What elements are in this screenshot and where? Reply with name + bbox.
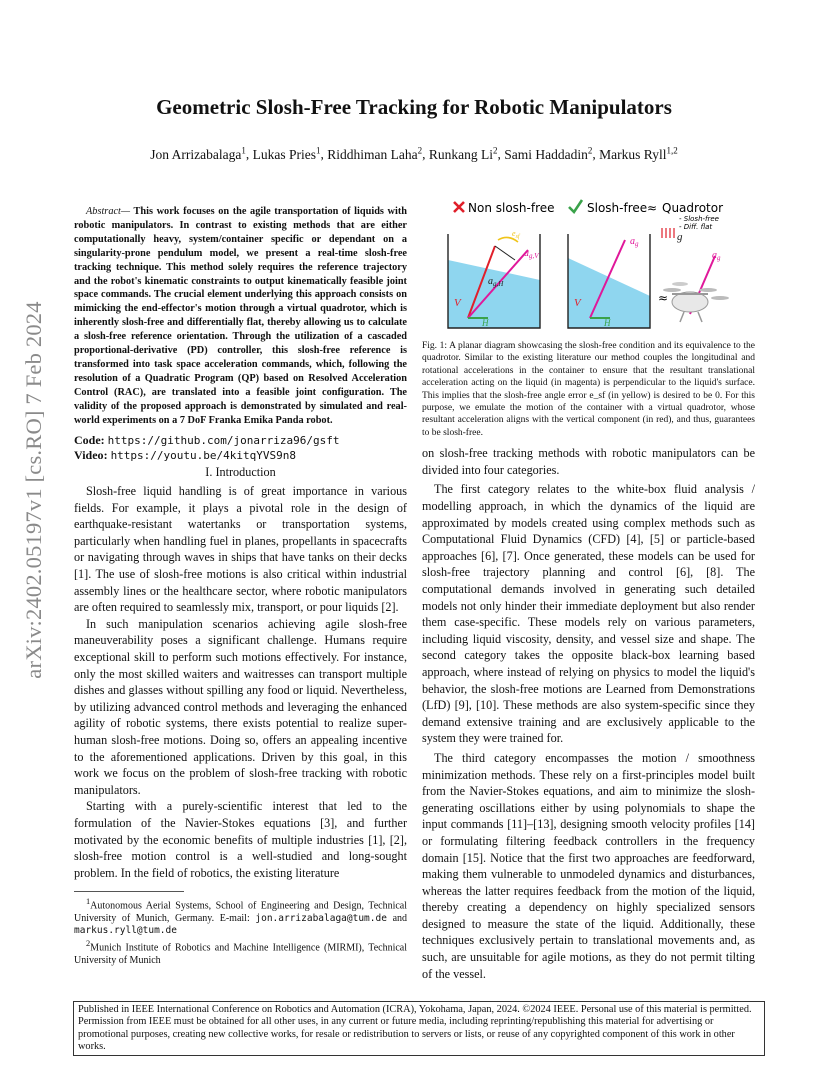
cross-icon <box>454 202 464 212</box>
check-icon <box>569 200 582 212</box>
paragraph: In such manipulation scenarios achieving agile slosh-free maneuverability poses a significant challenge. Humans require exceptional skill to perform such motions effectively. For instance, only the most skilled waiters and waitresses can transport multiple dishes and glasses without spilling any food or liquid. Nevertheless, by utilizing advanced control methods and leveraging the enhanced agility of robotic systems, there exists potential to realize super-human slosh-free motions. Doing so, offers an appealing incentive to the aforementioned applications. Driven by this goal, in this work we focus on the problem of slosh-free tracking with robotic manipulators. <box>74 616 407 797</box>
footnote-rule <box>74 891 184 892</box>
author: Jon Arrizabalaga$^1$ <box>150 145 246 162</box>
left-column <box>74 205 407 967</box>
paragraph: The third category encompasses the motion / smoothness minimization methods. These rely on a first-principles model built from the Navier-Stokes equations, and aim to minimize the slosh-generating oscillations either by using polynomials to shape the input commands [11]–[13], designing smooth velocity profiles [14] or formulating filtering feedback controllers in the frequency domain [15]. Notice that the first two approaches are feedforward, making them vulnerable to unmodeled dynamics and disturbances, whereas the latter requires feedback from the motion of the liquid, thereby creating a dependency on highly specialized sensors designed to measure the state of the liquid. Additionally, these techniques exclusively pertain to translational movements and, as such, are unsuitable for agile motions, as they do not permit tilting of the vessel. <box>422 750 755 981</box>
right-column <box>422 340 755 982</box>
symbol-V: V <box>454 297 461 309</box>
paragraph: The first category relates to the white-box fluid analysis / modelling approach, in which the dynamics of the liquid are approximated by models created using complex methods such as Computational Fluid Dynamics (CFD) [4], [5] or particle-based approaches [6], [7]. Once generated, these models can be used for slosh-free trajectory planning and control [6], [8]. The computational demands involved in generating such detailed models not only hinder their immediate deployment but also render them case-specific. These models rely on various parameters, including liquid viscosity, density, and vessel size and shape. The second category takes the opposite black-box learning based approach, where instead of relying on physics to model the liquid's behavior, the slosh-free motions are Learned from Demonstrations (LfD) [9], [10]. These methods are also system-specific since they demand extensive training and are exclusively applicable to the system they were trained for. <box>422 482 755 746</box>
symbol-H: H <box>482 318 489 328</box>
section-heading: I. Introduction <box>205 464 276 479</box>
paragraph: Slosh-free liquid handling is of great importance in various fields. For example, it plays a pivotal role in the design of earthquake-resistant watertanks or transportation systems, particularly when handling fuel in planes, propellants in spacecrafts or navigating through waves in ships that have tanks on their decks [1]. The use of slosh-free motions is also critical within industrial assembly lines or the healthcare sector, where robotic manipulators are often required to seamlessly mix, transport, or pour liquids [2]. <box>74 484 407 615</box>
note-slosh-free: - Slosh-free <box>679 215 719 223</box>
label-quadrotor: Quadrotor <box>662 201 724 215</box>
label-slosh-free: Slosh-free <box>587 201 648 215</box>
svg-text:esf: $e_{sf}$ <box>512 229 520 240</box>
author: Markus Ryll$^{1,2}$ <box>599 145 678 162</box>
author: Riddhiman Laha$^2$ <box>327 145 423 162</box>
note-diff-flat: - Diff. flat <box>679 223 713 231</box>
gravity-arrows-icon <box>662 228 674 238</box>
container-slosh-free <box>568 234 650 328</box>
video-link[interactable]: Video: https://youtu.be/4kitqYVS9n8 <box>74 448 296 462</box>
paragraph: on slosh-free tracking methods with robotic manipulators can be divided into four categories. <box>422 446 755 477</box>
svg-text:ag: $a_g$ <box>712 250 721 262</box>
approx-symbol: ≈ <box>658 291 669 305</box>
footnote-1: $^1$Autonomous Aerial Systems, School of Engineering and Design, Technical University of Munich, Germany. E-mail: jon.arrizabalaga@tum.de and markus.ryll@tum.de <box>74 897 408 937</box>
author: Sami Haddadin$^2$ <box>504 145 593 162</box>
footnote-2: $^2$Munich Institute of Robotics and Machine Intelligence (MIRMI), Technical University of Munich <box>74 938 407 966</box>
author: Runkang Li$^2$ <box>428 145 498 162</box>
arxiv-identifier: arXiv:2402.05197v1 [cs.RO] 7 Feb 2024 <box>21 301 46 679</box>
author: Lukas Pries$^1$ <box>252 145 321 162</box>
abstract: Abstract— This work focuses on the agile transportation of liquids with robotic manipulators. In contrast to existing methods that are either computationally heavy, system/container specific or dependant on a singularity-prone pendulum model, we present a real-time slosh-free tracking technique. This method solely requires the reference trajectory and the robot's kinematic constraints to output kinematically feasible joint space commands. The crucial element underlying this approach consists on mimicking the end-effector's motion through a virtual quadrotor, which is inherently slosh-free and differentially flat, thereby allowing us to calculate a slosh-free reference orientation. Through the utilization of a cascaded proportional-derivative (PD) controller, this slosh-free reference is transformed into task space acceleration commands, which, following the resolution of a Quadratic Program (QP) based on Resolved Acceleration Control (RAC), are translated into a feasible joint configuration. The validity of the proposed approach is demonstrated by simulated and real-world experiments on a 7 DoF Franka Emika Panda robot. <box>74 206 408 426</box>
figure-1-diagram <box>440 198 740 338</box>
symbol-H: H <box>604 318 611 328</box>
paragraph: Starting with a purely-scientific interest that led to the formulation of the Navier-Stokes equations [3], and further motivated by the economic benefits of multiple industries [1], [2], slosh-free motion control is a well-studied and long-sought problem. In the field of robotics, the existing literature <box>74 799 407 880</box>
svg-text:ag,V: $a_{g,V}$ <box>524 248 539 260</box>
container-non-slosh-free <box>448 229 540 328</box>
copyright-notice: Published in IEEE International Conference on Robotics and Automation (ICRA), Yokohama, Japan, 2024. ©2024 IEEE. Personal use of this material is permitted. Permission from IEEE must be obtained for all other uses, in any current or future media, including reprinting/republishing this material for advertising or promotional purposes, creating new collective works, for resale or redistribution to servers or lists, or reuse of any copyrighted component of this work in other works. <box>73 1001 765 1056</box>
approx-symbol: ≈ <box>647 201 658 215</box>
symbol-V: V <box>574 297 581 309</box>
label-non-slosh-free: Non slosh-free <box>468 201 555 215</box>
svg-text:ag: $a_g$ <box>630 236 639 248</box>
author-list: Jon Arrizabalaga$^1$, Lukas Pries$^1$, Riddhiman Laha$^2$, Runkang Li$^2$, Sami Haddadin$^2$, Markus Ryll$^{1,2}$ <box>150 145 678 162</box>
quadrotor-icon <box>663 250 729 322</box>
code-link[interactable]: Code: https://github.com/jonarriza96/gsft <box>74 432 340 447</box>
figure-caption: Fig. 1: A planar diagram showcasing the slosh-free condition and its equivalence to the quadrotor. Similar to the existing literature our method couples the longitudinal and rotational accelerations in the container to ensure that the resultant translational acceleration acting on the liquid (in magenta) is perpendicular to the liquid's surface. This implies that the slosh-free angle error e_sf (in yellow) is desired to be 0. For this purpose, we emulate the motion of the container with a virtual quadrotor, whose resultant acceleration aligns with the vertical component (in red), and thus, guarantees to be slosh-free. <box>422 341 755 438</box>
paper-title: Geometric Slosh-Free Tracking for Robotic Manipulators <box>156 95 672 119</box>
svg-text:ag,H: $a_{g,H}$ <box>488 276 504 288</box>
symbol-g: g <box>677 231 683 243</box>
